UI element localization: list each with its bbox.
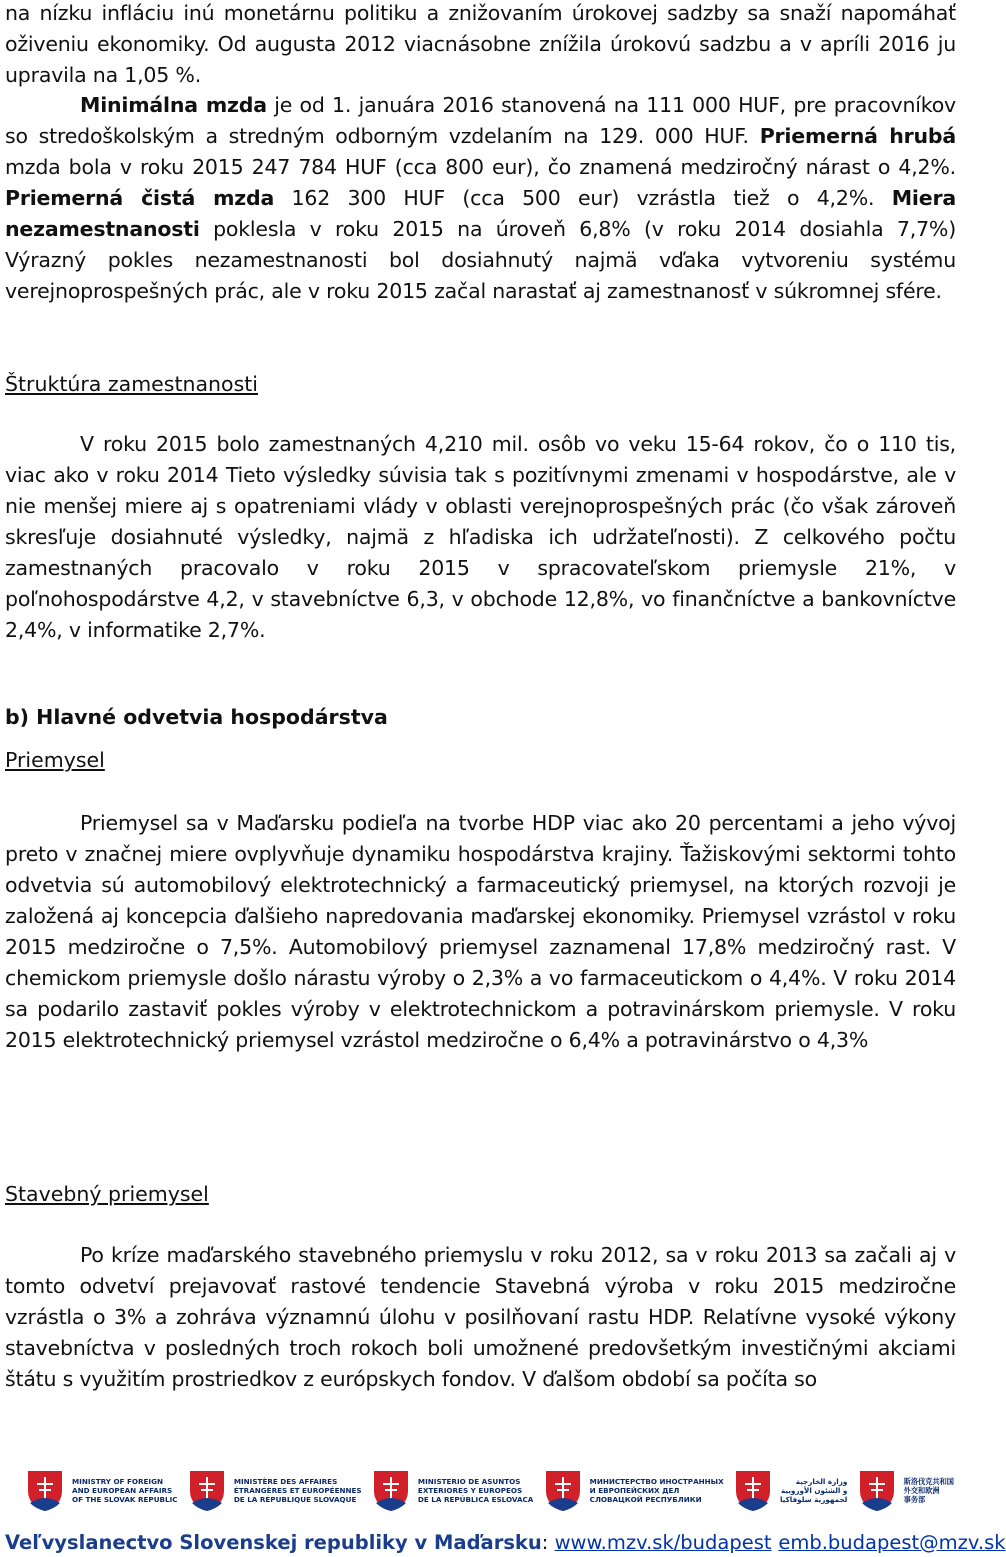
ministry-logo-russian: МИНИСТЕРСТВО ИНОСТРАННЫХ И ЕВРОПЕЙСКИХ ДЕЛ СЛОВАЦКОЙ РЕСПУБЛИКИ [542,1467,724,1513]
ministry-logos-strip [24,1462,954,1518]
ministry-logo-chinese: 斯洛伐克共和国 外交和欧洲 事务部 [856,1467,954,1513]
embassy-name: Veľvyslanectvo Slovenskej republiky v Maďarsku [5,1531,542,1554]
paragraph-wages: Minimálna mzda je od 1. januára 2016 stanovená na 111 000 HUF, pre pracovníkov so stredoškolským a stredným odborným vzdelaním na 129. 000 HUF. Priemerná hrubá mzda bola v roku 2015 247 784 HUF (cca 800 eur), čo znamená medziročný nárast o 4,2%. Priemerná čistá mzda 162 300 HUF (cca 500 eur) vzrástla tiež o 4,2%. Miera nezamestnanosti poklesla v roku 2015 na úroveň 6,8% (v roku 2014 dosiahla 7,7%) Výrazný pokles nezamestnanosti bol dosiahnutý najmä vďaka vytvoreniu systému verejnoprospešných prác, ale v roku 2015 začal narastať aj zamestnanosť v súkromnej sfére. [5,93,956,303]
ministry-logo-french: MINISTÈRE DES AFFAIRES ÉTRANGÈRES ET EUROPÉENNES DE LA RÉPUBLIQUE SLOVAQUE [186,1467,362,1513]
paragraph-construction: Po kríze maďarského stavebného priemyslu v roku 2012, sa v roku 2013 sa začali aj v tomto odvetví prejavovať rastové tendencie Stavebná výroba v roku 2015 medziročne vzrástla o 3% a zohráva významnú úlohu v posilňovaní rastu HDP. Relatívne vysoké výkony stavebníctva v posledných troch rokoch boli umožnené predovšetkým investičnými akciami štátu s využitím prostriedkov z európskych fondov. V ďalšom období sa počíta so [5,1243,956,1391]
email-link[interactable]: emb.budapest@mzv.sk [778,1531,1006,1554]
slovak-coat-of-arms-icon [186,1467,228,1513]
website-link[interactable]: www.mzv.sk/budapest [554,1531,772,1554]
footer-contact-line: Veľvyslanectvo Slovenskej republiky v Maďarsku: www.mzv.sk/budapest emb.budapest@mzv.sk [5,1531,1006,1554]
ministry-logo-arabic: وزارة الخارجية و الشئون الأوروبية لجمهورية سلوفاكيا [732,1467,847,1513]
paragraph-industry: Priemysel sa v Maďarsku podieľa na tvorbe HDP viac ako 20 percentami a jeho vývoj preto v značnej miere ovplyvňuje dynamiku hospodárstva krajiny. Ťažiskovými sektormi tohto odvetvia sú automobilový elektrotechnický a farmaceutický priemysel, na ktorých rozvoji je založená aj koncepcia ďalšieho napredovania maďarskej ekonomiky. Priemysel vzrástol v roku 2015 medziročne o 7,5%. Automobilový priemysel zaznamenal 17,8% medziročný rast. V chemickom priemysle došlo nárastu výroby o 2,3% a vo farmaceutickom o 4,4%. V roku 2014 sa podarilo zastaviť pokles výroby v elektrotechnickom a potravinárskom priemysle. V roku 2015 elektrotechnický priemysel vzrástol medziročne o 6,4% a potravinárstvo o 4,3% [5,811,956,1052]
slovak-coat-of-arms-icon [732,1467,774,1513]
unemployment-term: Miera nezamestnanosti [5,186,956,241]
heading-employment-structure: Štruktúra zamestnanosti [5,372,259,396]
heading-main-sectors: b) Hlavné odvetvia hospodárstva [5,705,388,729]
slovak-coat-of-arms-icon [24,1467,66,1513]
slovak-coat-of-arms-icon [542,1467,584,1513]
gross-wage-term: Priemerná hrubá [759,124,956,148]
heading-industry: Priemysel [5,748,105,772]
paragraph-employment: V roku 2015 bolo zamestnaných 4,210 mil. osôb vo veku 15-64 rokov, čo o 110 tis, viac ako v roku 2014 Tieto výsledky súvisia tak s pozitívnymi zmenami v hospodárstve, ale v nie menšej miere aj s opatreniami vlády v oblasti verejnoprospešných prác (čo však zároveň skresľuje dosiahnuté výsledky, najmä z hľadiska ich udržateľnosti). Z celkového počtu zamestnaných pracovalo v roku 2015 v spracovateľskom priemysle 21%, v poľnohospodárstve 4,2, v stavebníctve 6,3, v obchode 12,8%, vo finančníctve a bankovníctve 2,4%, v informatike 2,7%. [5,432,956,642]
paragraph-inflation: na nízku infláciu inú monetárnu politiku a znižovaním úrokovej sadzby sa snaží napomáhať oživeniu ekonomiky. Od augusta 2012 viacnásobne znížila úrokovú sadzbu a v apríli 2016 ju upravila na 1,05 %. [5,1,956,87]
net-wage-term: Priemerná čistá mzda [5,186,275,210]
ministry-logo-english: MINISTRY OF FOREIGN AND EUROPEAN AFFAIRS OF THE SLOVAK REPUBLIC [24,1467,178,1513]
slovak-coat-of-arms-icon [370,1467,412,1513]
min-wage-term: Minimálna mzda [80,93,267,117]
heading-construction: Stavebný priemysel [5,1182,209,1206]
ministry-logo-spanish: MINISTERIO DE ASUNTOS EXTERIORES Y EUROPEOS DE LA REPÚBLICA ESLOVACA [370,1467,533,1513]
slovak-coat-of-arms-icon [856,1467,898,1513]
